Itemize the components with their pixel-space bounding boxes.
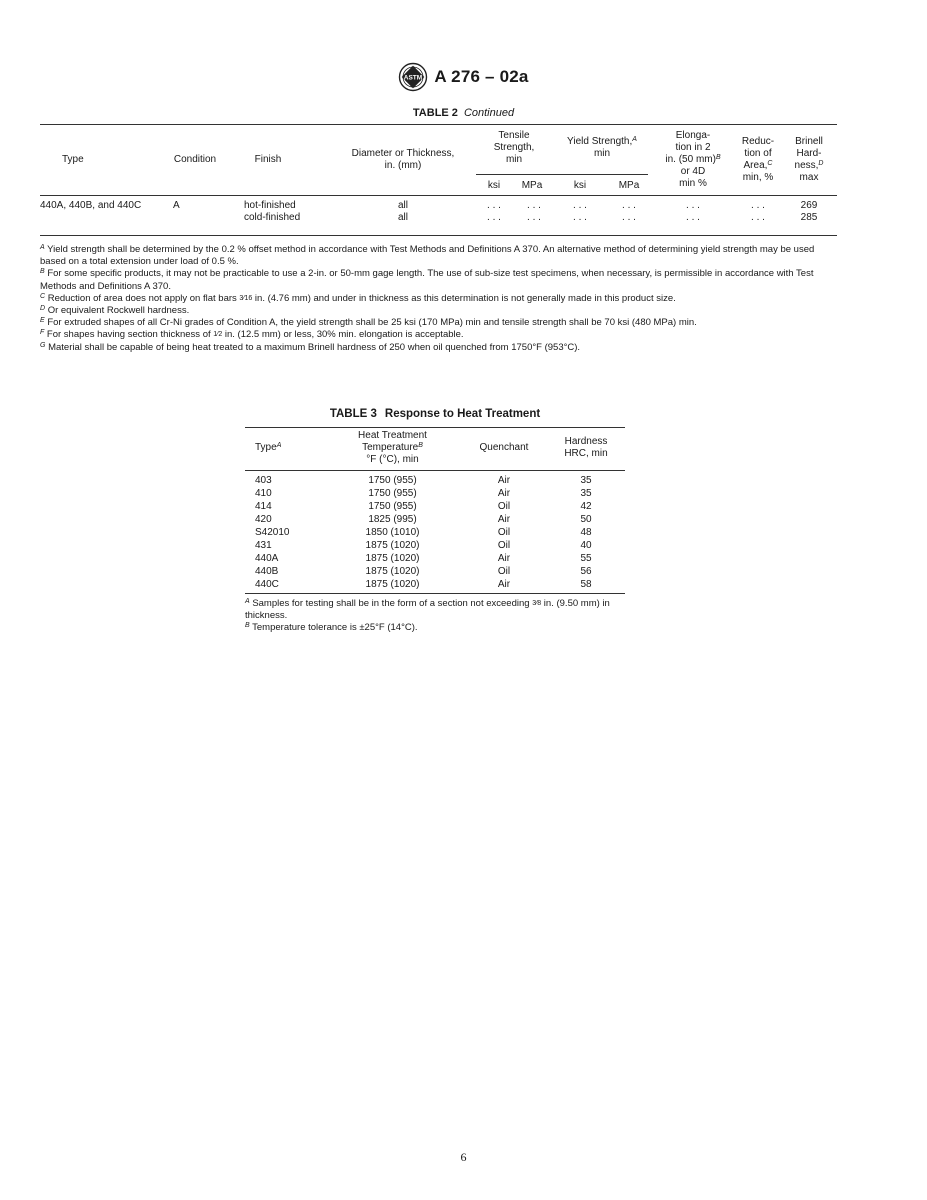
cell-diameter: all [397,212,408,223]
header-yield-footnote-ref: A [632,136,637,143]
header-yield-line1: Yield Strength, [567,136,633,147]
header-type-text: Type [255,442,277,453]
header-diameter-line1: Diameter or Thickness, [351,148,455,159]
cell-reduction: . . . [751,212,765,223]
cell-brinell: 285 [800,212,818,223]
table2-header-brinell [784,136,834,184]
table2-caption [0,107,927,119]
header-elongation-footnote-ref: B [715,154,721,161]
page-header [0,62,927,97]
header-heat-line2: Temperature [362,442,419,453]
header-elongation-line1: Elonga- [675,130,711,141]
cell-yield-ksi: . . . [573,200,587,211]
footnote-f: $^F$ For shapes having section thickness of 1⁄2 in. (12.5 mm) or less, 30% min. elongation is acceptable. [40,329,464,341]
subheader-ksi-text: ksi [573,180,587,191]
header-hardness-line2: HRC, min [564,448,608,459]
footnote-d: $^D$ Or equivalent Rockwell hardness. [40,305,190,317]
cell-finish: hot-finished [244,200,296,211]
cell-type: 414 [255,501,272,512]
cell-type: 403 [255,475,272,486]
header-quenchant-text: Quenchant [479,442,529,453]
cell-elongation: . . . [686,212,700,223]
table3-footnote-a-text-end: in. (9.50 mm) in thickness. [245,598,610,622]
header-tensile-line2: Strength, [493,142,535,153]
cell-type: 410 [255,488,272,499]
header-type-text: Type [62,154,84,165]
cell-hardness: 56 [580,566,592,577]
table3-header-hardness [547,436,625,460]
cell-type: S42010 [255,527,290,538]
footnote-c: $^C$ Reduction of area does not apply on flat bars 3⁄16 in. (4.76 mm) and under in thickness as this determination is not generally made in this product size. [40,292,676,304]
table2-top-rule [40,124,837,125]
header-heat-line1: Heat Treatment [358,430,427,441]
footnote-g-text: Material shall be capable of being heat treated to a maximum Brinell hardness of 250 when oil quenched from 1750°F (953°C). [48,341,581,353]
astm-logo-icon [398,62,428,92]
footnote-f-fraction: 1⁄2 [213,331,223,339]
header-elongation-line5: min % [679,178,707,189]
cell-temperature: 1875 (1020) [365,553,420,564]
page-number: 6 [460,1150,467,1164]
header-heat-line3: °F (°C), min [366,454,419,465]
header-heat-footnote-ref: B [418,442,423,449]
cell-condition: A [173,200,180,211]
table2-subheader-yield-ksi [562,180,598,192]
table3-footnote-b-text: Temperature tolerance is ±25°F (14°C). [252,622,418,634]
footnote-f-text: For shapes having section thickness of [46,329,214,341]
cell-hardness: 48 [580,527,592,538]
table2-header-bottom-rule [40,195,837,196]
cell-type: 440A [255,553,279,564]
cell-temperature: 1750 (955) [368,501,417,512]
cell-finish: cold-finished [244,212,301,223]
cell-temperature: 1875 (1020) [365,566,420,577]
header-hardness-line1: Hardness [564,436,608,447]
footnote-d-text: Or equivalent Rockwell hardness. [47,305,190,317]
header-brinell-line4: max [799,172,819,183]
document-id: A 276 – 02a [434,67,529,86]
cell-quenchant: Oil [497,566,511,577]
cell-quenchant: Air [497,488,511,499]
header-brinell-line1: Brinell [795,136,823,147]
table2-footnotes [40,244,830,354]
cell-quenchant: Air [497,514,511,525]
header-reduction-line1: Reduc- [741,136,775,147]
cell-elongation: . . . [686,200,700,211]
cell-hardness: 35 [580,475,592,486]
cell-quenchant: Oil [497,501,511,512]
footnote-b: $^B$ For some specific products, it may not be practicable to use a 2-in. or 50-mm gage length. The use of sub-size test specimens, when necessary, is permissible in accordance with Test Methods and Definitions A 370. [40,268,814,292]
cell-tensile-mpa: . . . [527,212,541,223]
cell-reduction: . . . [751,200,765,211]
table2-subheader-tensile-mpa [514,180,550,192]
header-condition-text: Condition [173,154,217,165]
cell-hardness: 55 [580,553,592,564]
footnote-b-text: For some specific products, it may not be practicable to use a 2-in. or 50-mm gage length. The use of sub-size test specimens, when necessary, is permissible in accordance with Test Methods and Definitions A 370. [40,268,814,292]
cell-yield-mpa: . . . [622,200,636,211]
table2-header-finish [238,154,298,166]
table3-bottom-rule [245,593,625,594]
cell-hardness: 42 [580,501,592,512]
footnote-c-text: Reduction of area does not apply on flat bars [47,292,240,304]
header-finish-text: Finish [254,154,282,165]
header-type-footnote-ref: A [276,442,282,449]
cell-yield-ksi: . . . [573,212,587,223]
cell-temperature: 1825 (995) [368,514,417,525]
cell-type: 420 [255,514,272,525]
table3-header-bottom-rule [245,470,625,471]
table3-title: Response to Heat Treatment [384,408,541,420]
table2-number: TABLE 2 [412,107,458,119]
cell-diameter: all [397,200,408,211]
header-reduction-footnote-ref: C [767,160,773,167]
header-elongation-line4: or 4D [680,166,706,177]
table3-header-heat-treatment [335,430,450,466]
table3-header-type [255,442,281,454]
footnote-c-text-end: in. (4.76 mm) and under in thickness as this determination is not generally made in this product size. [252,292,676,304]
table2-continued: Continued [463,107,515,119]
table3-top-rule [245,427,625,428]
table3-footnote-a-text: Samples for testing shall be in the form of a section not exceeding [252,598,533,609]
header-brinell-line3: ness, [794,160,819,171]
footnote-c-fraction: 3⁄16 [239,294,253,302]
cell-type: 440A, 440B, and 440C [40,200,142,211]
header-yield-line2: min [593,148,611,159]
cell-quenchant: Oil [497,527,511,538]
cell-tensile-ksi: . . . [487,212,501,223]
header-diameter-line2: in. (mm) [384,160,422,171]
table3-footnotes [245,598,630,635]
footnote-e-text: For extruded shapes of all Cr-Ni grades of Condition A, the yield strength shall be 25 ksi (170 MPa) min and tensile strength shall be 70 ksi (480 MPa) min. [47,317,697,329]
cell-temperature: 1750 (955) [368,488,417,499]
table2-subheader-rule [476,174,648,175]
table2-header-type [62,154,84,166]
subheader-mpa-text: MPa [521,180,543,191]
cell-tensile-ksi: . . . [487,200,501,211]
cell-temperature: 1875 (1020) [365,540,420,551]
cell-brinell: 269 [800,200,818,211]
table3-footnote-b: $^B$ Temperature tolerance is ±25°F (14°C). [245,622,418,634]
footnote-g: $^G$ Material shall be capable of being heat treated to a maximum Brinell hardness of 250 when oil quenched from 1750°F (953°C). [40,341,581,353]
header-elongation-line2: tion in 2 [675,142,711,153]
header-reduction-line3: Area, [743,160,768,171]
cell-type: 440B [255,566,279,577]
footnote-f-text-end: in. (12.5 mm) or less, 30% min. elongation is acceptable. [222,329,464,341]
footnote-a: $^A$ Yield strength shall be determined by the 0.2 % offset method in accordance with Test Methods and Definitions A 370. An alternative method of determining yield strength may be used based on a total extension under load of 0.5 %. [40,244,815,268]
cell-quenchant: Air [497,579,511,590]
table2-header-elongation [652,130,734,190]
cell-hardness: 50 [580,514,592,525]
cell-hardness: 35 [580,488,592,499]
cell-type: 440C [255,579,279,590]
table2-header-diameter [318,148,488,172]
header-elongation-line3: in. (50 mm) [665,154,716,165]
cell-yield-mpa: . . . [622,212,636,223]
footnote-e: $^E$ For extruded shapes of all Cr-Ni grades of Condition A, the yield strength shall be 25 ksi (170 MPa) min and tensile strength shall be 70 ksi (480 MPa) min. [40,317,697,329]
cell-tensile-mpa: . . . [527,200,541,211]
footnote-a-text: Yield strength shall be determined by the 0.2 % offset method in accordance with Test Methods and Definitions A 370. An alternative method of determining yield strength may be used based on a total extension under load of 0.5 %. [40,244,815,268]
table2-bottom-rule [40,235,837,236]
table2-header-tensile [476,130,552,166]
table3-footnote-a: $^A$ Samples for testing shall be in the form of a section not exceeding 3⁄8 in. (9.50 mm) in thickness. [245,598,610,622]
cell-hardness: 40 [580,540,592,551]
cell-quenchant: Air [497,553,511,564]
table2-subheader-tensile-ksi [476,180,512,192]
svg-text:ASTM: ASTM [404,74,423,82]
cell-quenchant: Air [497,475,511,486]
table3-caption [245,408,625,420]
subheader-ksi-text: ksi [487,180,501,191]
header-reduction-line4: min, % [742,172,774,183]
cell-type: 431 [255,540,272,551]
header-brinell-line2: Hard- [796,148,822,159]
header-tensile-line1: Tensile [498,130,530,141]
table2-header-yield [556,136,648,160]
cell-hardness: 58 [580,579,592,590]
header-reduction-line2: tion of [744,148,772,159]
cell-temperature: 1875 (1020) [365,579,420,590]
table2-header-condition [160,154,230,166]
subheader-mpa-text: MPa [618,180,640,191]
header-brinell-footnote-ref: D [818,160,824,167]
table2-subheader-yield-mpa [610,180,648,192]
cell-quenchant: Oil [497,540,511,551]
table2-header-reduction [734,136,782,184]
table3-header-quenchant [465,442,543,454]
header-tensile-line3: min [505,154,523,165]
cell-temperature: 1850 (1010) [365,527,420,538]
table3-footnote-a-fraction: 3⁄8 [532,600,542,607]
cell-temperature: 1750 (955) [368,475,417,486]
table3-number: TABLE 3 [329,408,377,420]
